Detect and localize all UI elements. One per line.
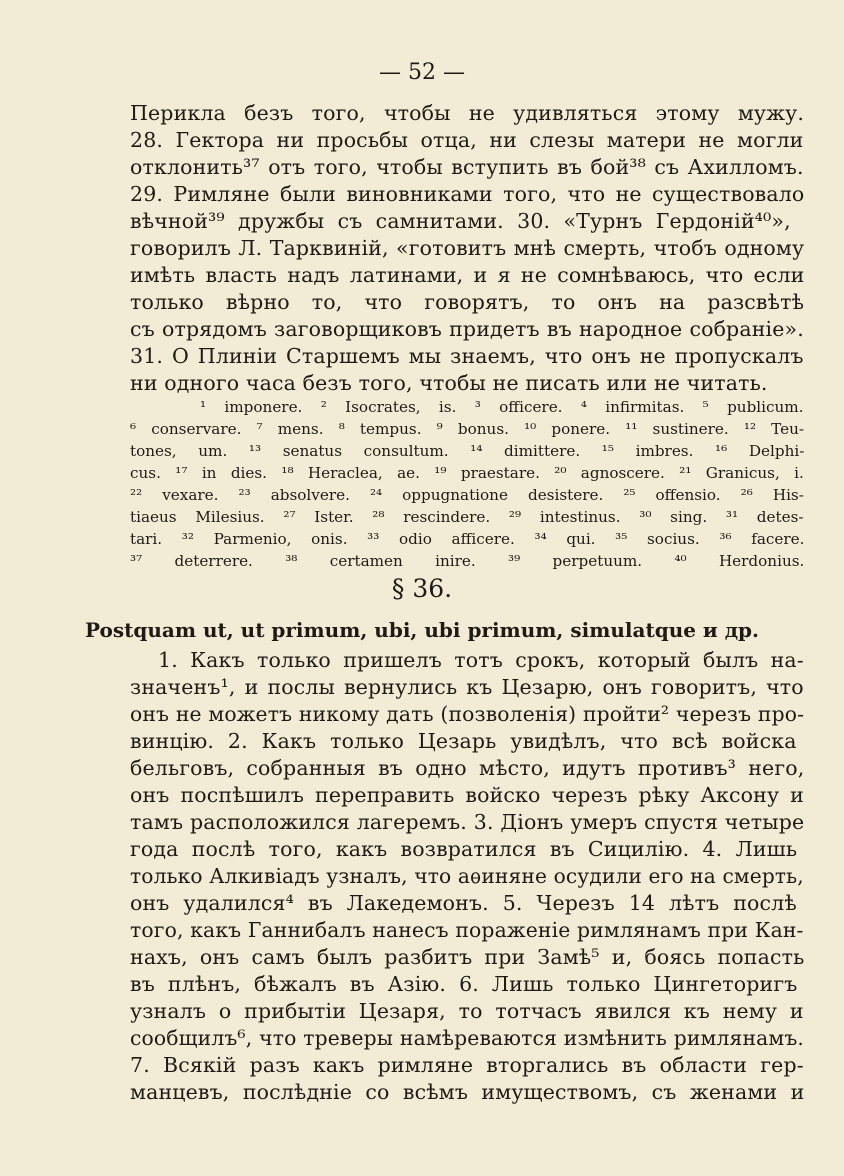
text-line: значенъ¹, и послы вернулись къ Цезарю, онъ говоритъ, что <box>130 675 804 699</box>
text-line: манцевъ, послѣдніе со всѣмъ имуществомъ, съ женами и <box>130 1080 805 1104</box>
text-line: года послѣ того, какъ возвратился въ Сицилію. 4. Лишь <box>130 837 798 861</box>
text-line: говорилъ Л. Тарквиній, «готовитъ мнѣ смерть, чтобъ одному <box>130 236 805 260</box>
text-line: 28. Гектора ни просьбы отца, ни слезы матери не могли <box>130 128 804 152</box>
text-line: узналъ о прибытіи Цезаря, то тотчасъ явился къ нему и <box>130 999 804 1023</box>
text-line: 7. Всякій разъ какъ римляне вторгались въ области гер- <box>130 1053 804 1077</box>
text-line: 29. Римляне были виновниками того, что не существовало <box>130 182 805 206</box>
footnote-line: cus. ¹⁷ in dies. ¹⁸ Heraclea, ae. ¹⁹ praestare. ²⁰ agnoscere. ²¹ Granicus, i. <box>130 464 804 482</box>
text-line: только Алкивіадъ узналъ, что аѳиняне осудили его на смерть, <box>130 864 804 888</box>
text-line: винцію. 2. Какъ только Цезарь увидѣлъ, что всѣ войска <box>130 729 797 753</box>
text-line: онъ поспѣшилъ переправить войско черезъ рѣку Аксону и <box>130 783 804 807</box>
text-line: только вѣрно то, что говорятъ, то онъ на разсвѣтѣ <box>130 290 805 314</box>
text-line: онъ не можетъ никому дать (позволенія) пройти² черезъ про- <box>130 702 805 726</box>
footnote-line: tones, um. ¹³ senatus consultum. ¹⁴ dimittere. ¹⁵ imbres. ¹⁶ Delphi- <box>130 442 805 460</box>
text-line: имѣть власть надъ латинами, и я не сомнѣваюсь, что если <box>130 263 805 287</box>
text-line: отклонить³⁷ отъ того, чтобы вступить въ бой³⁸ съ Ахилломъ. <box>130 155 804 179</box>
text-line: того, какъ Ганнибалъ нанесъ пораженіе римлянамъ при Кан- <box>130 918 804 942</box>
footnote-line: ⁶ conservare. ⁷ mens. ⁸ tempus. ⁹ bonus. ¹⁰ ponere. ¹¹ sustinere. ¹² Teu- <box>130 420 805 438</box>
footnote-line: ¹ imponere. ² Isocrates, is. ³ officere. ⁴ infirmitas. ⁵ publicum. <box>200 398 804 416</box>
text-line: тамъ расположился лагеремъ. 3. Діонъ умеръ спустя четыре <box>130 810 805 834</box>
text-line: 1. Какъ только пришелъ тотъ срокъ, который былъ на- <box>158 648 804 672</box>
section-heading: Postquam ut, ut primum, ubi, ubi primum, simulatque и др. <box>85 618 759 642</box>
text-line: нахъ, онъ самъ былъ разбитъ при Замѣ⁵ и, боясь попасть <box>130 945 805 969</box>
text-line: въ плѣнъ, бѣжалъ въ Азію. 6. Лишь только Цингеторигъ <box>130 972 798 996</box>
text-line: Перикла безъ того, чтобы не удивляться этому мужу. <box>130 101 805 125</box>
text-line: сообщилъ⁶, что треверы намѣреваются измѣнить римлянамъ. <box>130 1026 805 1050</box>
text-line: онъ удалился⁴ въ Лакедемонъ. 5. Черезъ 14 лѣтъ послѣ <box>130 891 797 915</box>
footnote-line: tari. ³² Parmenio, onis. ³³ odio afficere. ³⁴ qui. ³⁵ socius. ³⁶ facere. <box>130 530 805 548</box>
footnote-line: ²² vexare. ²³ absolvere. ²⁴ oppugnatione desistere. ²⁵ offensio. ²⁶ His- <box>130 486 804 504</box>
footnote-line: ³⁷ deterrere. ³⁸ certamen inire. ³⁹ perpetuum. ⁴⁰ Herdonius. <box>130 552 805 570</box>
text-line: бельговъ, собранныя въ одно мѣсто, идутъ противъ³ него, <box>130 756 805 780</box>
text-line: ни одного часа безъ того, чтобы не писать или не читать. <box>130 371 768 395</box>
text-line: 31. О Плиніи Старшемъ мы знаемъ, что онъ не пропускалъ <box>130 344 804 368</box>
text-line: съ отрядомъ заговорщиковъ придетъ въ народное собраніе». <box>130 317 804 341</box>
page-number: — 52 — <box>379 60 465 85</box>
text-line: вѣчной³⁹ дружбы съ самнитами. 30. «Турнъ Гердоній⁴⁰», <box>130 209 791 233</box>
section-number: § 36. <box>391 574 453 603</box>
footnote-line: tiaeus Milesius. ²⁷ Ister. ²⁸ rescindere. ²⁹ intestinus. ³⁰ sing. ³¹ detes- <box>130 508 804 526</box>
